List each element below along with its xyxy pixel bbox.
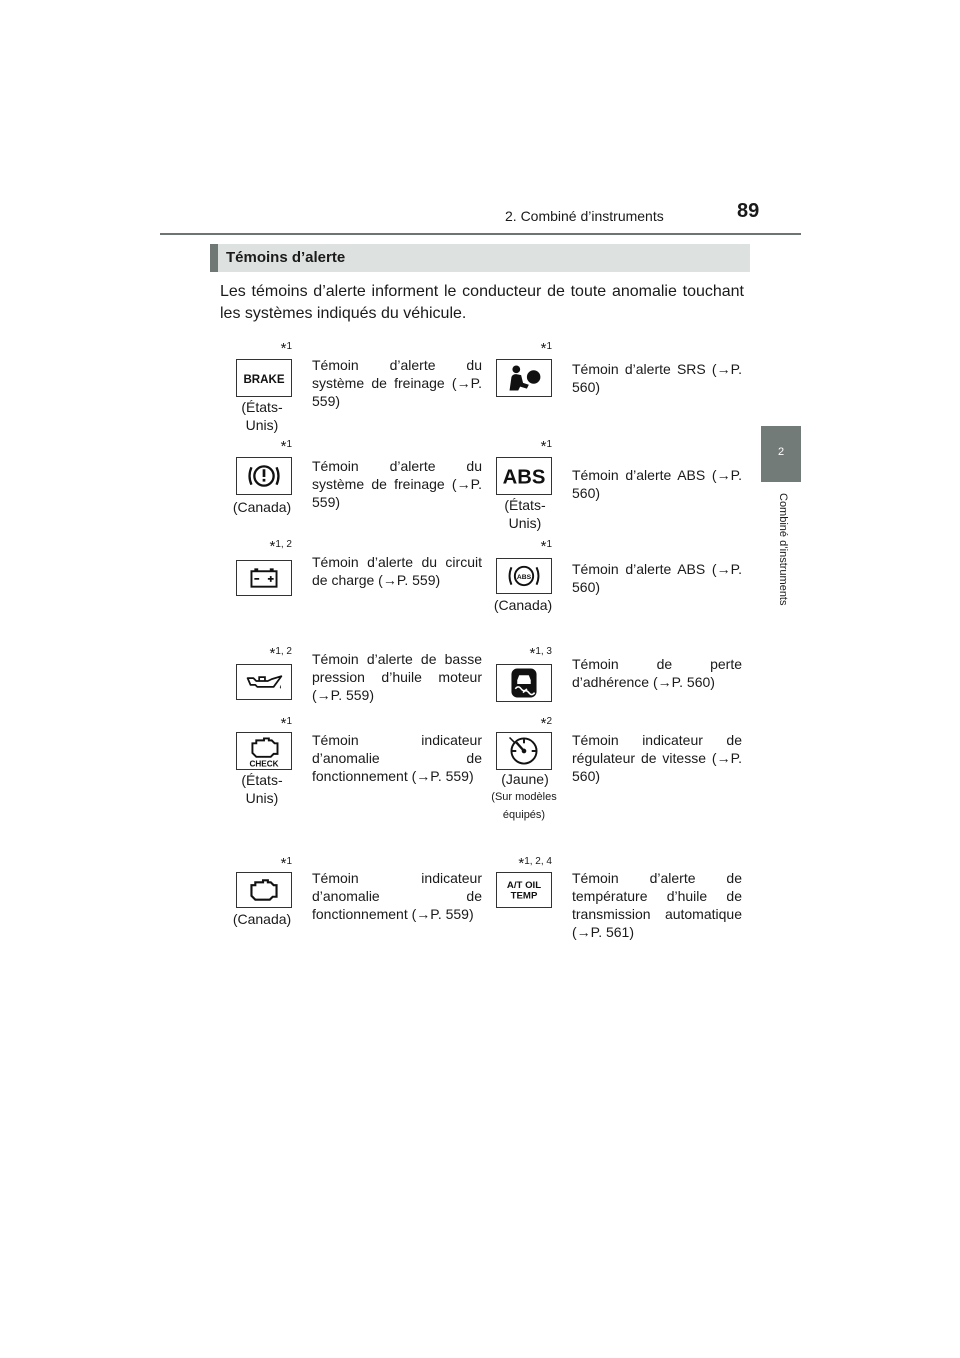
light-caption: (États-Unis) (241, 399, 283, 433)
light-description: Témoin d’alerte du système de freinage (→P. 559) (312, 357, 482, 409)
srs-airbag-icon (496, 359, 552, 397)
light-description: Témoin de perte d’adhérence (→P. 560) (572, 656, 742, 690)
light-description: Témoin d’alerte ABS (→P. 560) (572, 561, 742, 595)
light-description: Témoin indicateur d’anomalie de fonctionnement (→P. 559) (312, 870, 482, 922)
abs-circle-icon (496, 558, 552, 594)
footnote-ref: *$^{1, 2}$ (269, 645, 292, 662)
footnote-ref: *$^1$ (280, 855, 292, 872)
at-oil-temp-icon (496, 872, 552, 908)
light-description: Témoin indicateur de régulateur de vitesse (→P. 560) (572, 732, 742, 784)
light-caption: (Canada) (232, 499, 292, 515)
intro-paragraph: Les témoins d’alerte informent le conducteur de toute anomalie touchant les systèmes indiqués du véhicule. (220, 283, 744, 322)
battery-icon (236, 560, 292, 596)
light-caption: (États-Unis) (241, 772, 283, 806)
abs-icon-text: ABS (502, 466, 546, 489)
brake-circle-icon (236, 457, 292, 495)
slip-icon (496, 664, 552, 702)
footnote-ref: *$^1$ (280, 438, 292, 455)
check-engine-icon (236, 732, 292, 770)
light-caption: (Canada) (493, 597, 553, 613)
light-description: Témoin d’alerte SRS (→P. 560) (572, 361, 742, 395)
svg-text:A/T OIL (507, 880, 541, 891)
at-oil-temp-icon-text-2: TEMP (510, 890, 538, 902)
light-cell-brake-us (220, 340, 292, 450)
light-cell-abs-us (490, 438, 552, 548)
footnote-ref: *$^{1, 2, 4}$ (518, 855, 552, 872)
engine-icon (236, 872, 292, 908)
page-number: 89 (737, 200, 760, 222)
light-cell-srs (490, 340, 552, 450)
chapter-tab-number: 2 (777, 446, 785, 458)
running-header-section: 2. Combiné d’instruments (505, 208, 664, 224)
light-cell-charging (220, 538, 292, 648)
footnote-ref: *$^1$ (540, 438, 552, 455)
light-description: Témoin d’alerte de température d’huile de transmission automatique (→P. 561) (572, 870, 742, 940)
light-cell-check-engine-us (220, 715, 292, 825)
light-description: Témoin d’alerte de basse pression d’huile moteur (→P. 559) (312, 651, 482, 703)
footnote-ref: *$^1$ (280, 715, 292, 732)
footnote-ref: *$^1$ (280, 340, 292, 357)
brake-icon-text: BRAKE (243, 373, 285, 386)
at-oil-temp-icon-text: A/T OIL (506, 880, 542, 892)
light-cell-abs-canada (490, 538, 552, 648)
light-cell-cruise (490, 715, 557, 835)
footnote-ref: *$^{1, 2}$ (269, 538, 292, 555)
light-description: Témoin d’alerte ABS (→P. 560) (572, 467, 742, 501)
chapter-tab (761, 426, 801, 482)
light-cell-brake-canada (220, 438, 292, 548)
abs-circle-icon-text: ABS (516, 573, 532, 581)
light-description: Témoin d’alerte du système de freinage (→P. 559) (312, 458, 482, 510)
svg-text:TEMP (511, 891, 538, 902)
header-rule (160, 233, 801, 235)
chapter-side-label: Combiné d’instruments (777, 493, 789, 606)
abs-icon (496, 457, 552, 495)
section-title: Témoins d’alerte (210, 244, 750, 272)
light-caption: (États-Unis) (504, 497, 546, 531)
light-cell-at-oil-temp (490, 855, 552, 965)
light-description: Témoin d’alerte du circuit de charge (→P. 559) (312, 554, 482, 588)
footnote-ref: *$^1$ (540, 340, 552, 357)
light-description: Témoin indicateur d’anomalie de fonctionnement (→P. 559) (312, 732, 482, 784)
light-caption: (Canada) (232, 911, 292, 927)
light-cell-engine-canada (220, 855, 292, 965)
speedometer-icon (496, 732, 552, 770)
brake-icon (236, 359, 292, 397)
oil-can-icon (236, 664, 292, 700)
check-engine-icon-text: CHECK (249, 759, 279, 769)
light-caption-equipped: (Sur modèles équipés) (491, 791, 557, 821)
footnote-ref: *$^1$ (540, 538, 552, 555)
light-caption: (Jaune) (501, 771, 549, 787)
footnote-ref: *$^2$ (540, 715, 552, 732)
footnote-ref: *$^{1, 3}$ (529, 645, 552, 662)
